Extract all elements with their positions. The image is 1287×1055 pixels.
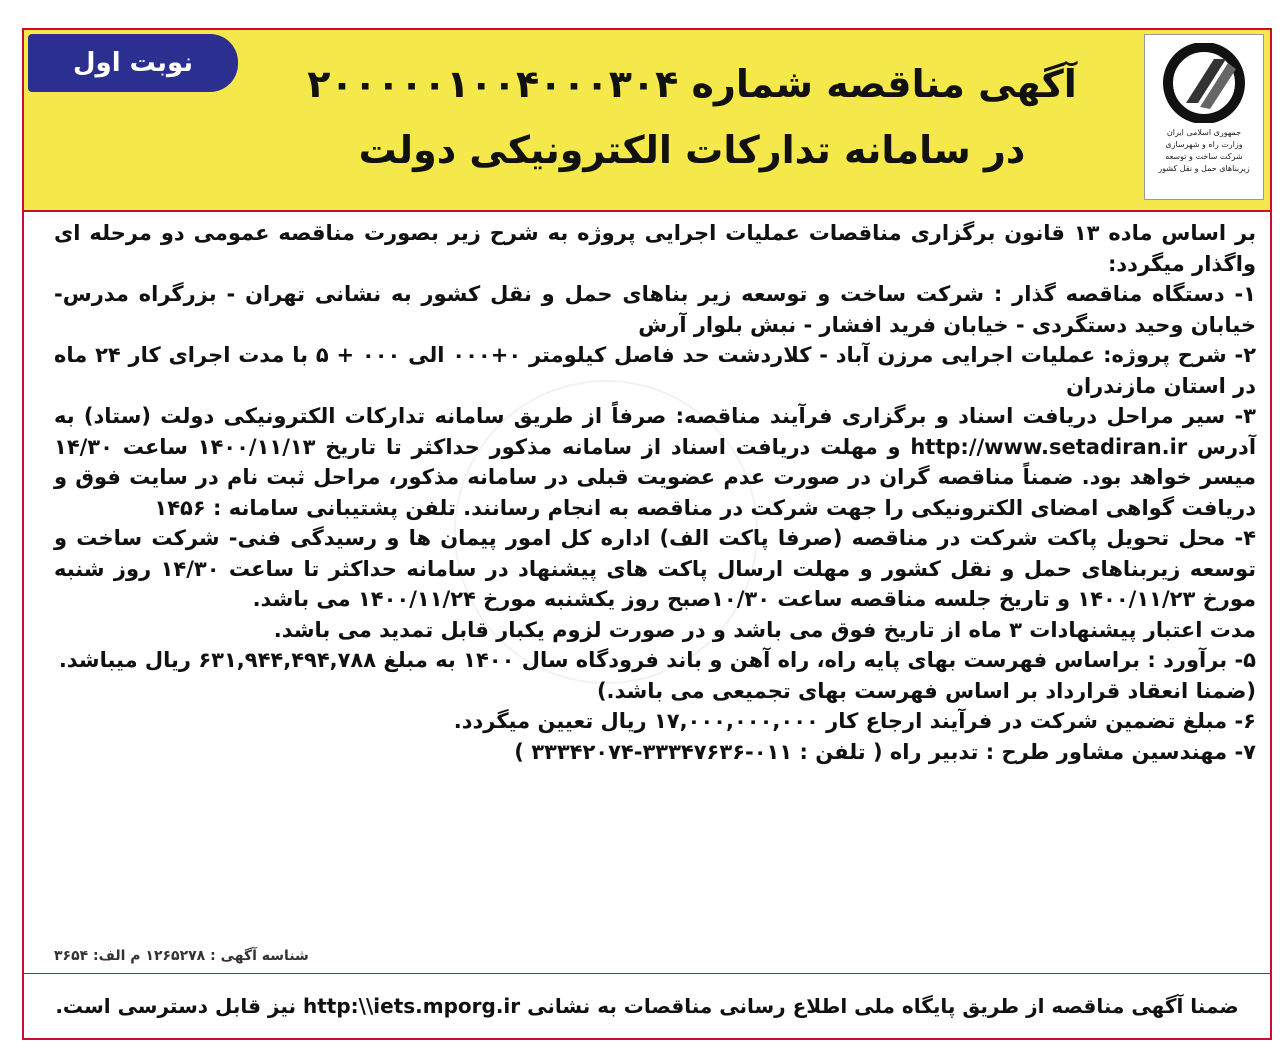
paragraph-5-note: (ضمنا انعقاد قرارداد بر اساس فهرست بهای تجمیعی می باشد.) (596, 678, 1256, 703)
ad-body (54, 218, 1256, 767)
edition-badge: نوبت اول (28, 34, 238, 92)
company-logo (1144, 34, 1264, 200)
paragraph-3-part2: و مهلت دریافت اسناد از سامانه مذکور حداکثر تا تاریخ ۱۴۰۰/۱۱/۱۳ ساعت ۱۴/۳۰ میسر خواهد بود. ضمناً مناقصه گران در صورت عدم عضویت قبلی در سامانه مذکور، مراحل ثبت نام در سایت فوق و دریافت گواهی امضای الکترونیکی را جهت شرکت در مناقصه به انجام رسانند. تلفن پشتیبانی سامانه : ۱۴۵۶ (54, 434, 1256, 520)
logo-line-2: وزارت راه و شهرسازی (1165, 140, 1243, 149)
logo-emblem-icon (1156, 43, 1252, 123)
footer-part2: نیز قابل دسترسی است. (55, 994, 297, 1018)
paragraph-5: ۵- برآورد : براساس فهرست بهای پایه راه، راه آهن و باند فرودگاه سال ۱۴۰۰ به مبلغ ۶۳۱,۹۴۴,۴۹۴,۷۸۸ ریال میباشد. (58, 648, 1256, 672)
ad-sheet (22, 28, 1272, 1040)
logo-line-3: شرکت ساخت و توسعه زیربناهای حمل و نقل کشور (1158, 152, 1250, 173)
logo-line-1: جمهوری اسلامی ایران (1166, 128, 1242, 137)
iets-link[interactable]: http:\\iets.mporg.ir (302, 994, 521, 1018)
footer-part1: ضمنا آگهی مناقصه از طریق پایگاه ملی اطلاع رسانی مناقصات به نشانی (527, 994, 1239, 1018)
ad-header (24, 30, 1270, 212)
ad-subtitle: در سامانه تدارکات الکترونیکی دولت (358, 128, 1026, 172)
paragraph-1: ۱- دستگاه مناقصه گذار : شرکت ساخت و توسعه زیر بناهای حمل و نقل کشور به نشانی تهران - بزرگراه مدرس- خیابان وحید دستگردی - خیابان فرید افشار - نبش بلوار آرش (54, 282, 1256, 337)
paragraph-6: ۶- مبلغ تضمین شرکت در فرآیند ارجاع کار ۱۷,۰۰۰,۰۰۰,۰۰۰ ریال تعیین میگردد. (453, 709, 1256, 733)
ad-title: آگهی مناقصه شماره ۲۰۰۰۰۰۱۰۰۴۰۰۰۳۰۴ (307, 62, 1077, 106)
ad-meta-id: شناسه آگهی : ۱۲۶۵۲۷۸ م الف: ۳۶۵۴ (54, 948, 309, 964)
paragraph-3-part1: ۳- سیر مراحل دریافت اسناد و برگزاری فرآیند مناقصه: صرفاً از طریق سامانه تدارکات الکترونیکی دولت (ستاد) به آدرس (54, 404, 1257, 459)
paragraph-2: ۲- شرح پروژه: عملیات اجرایی مرزن آباد - کلاردشت حد فاصل کیلومتر ۰+۰۰۰ الی ۰۰۰ + ۵ با مدت اجرای کار ۲۴ ماه در استان مازندران (54, 343, 1257, 398)
paragraph-7: ۷- مهندسین مشاور طرح : تدبیر راه ( تلفن : ۰۱۱-۳۳۳۴۷۶۳۶-۳۳۳۴۲۰۷۴ ) (514, 739, 1256, 764)
ad-footer (24, 973, 1270, 1038)
paragraph-3 (54, 401, 1256, 523)
paragraph-4: ۴- محل تحویل پاکت شرکت در مناقصه (صرفا پاکت الف) اداره کل امور پیمان ها و رسیدگی فنی- شرکت ساخت و توسعه زیربناهای حمل و نقل کشور و مهلت ارسال پاکت های پیشنهاد در سامانه حداکثر تا ساعت ۱۴/۳۰ روز شنبه مورخ ۱۴۰۰/۱۱/۲۳ و تاریخ جلسه مناقصه ساعت ۱۰/۳۰صبح روز یکشنبه مورخ ۱۴۰۰/۱۱/۲۴ می باشد. (54, 526, 1257, 611)
paragraph-intro: بر اساس ماده ۱۳ قانون برگزاری مناقصات عملیات اجرایی پروژه به شرح زیر بصورت مناقصه عمومی دو مرحله ای واگذار میگردد: (54, 221, 1256, 276)
setad-link[interactable]: http://www.setadiran.ir (910, 434, 1188, 459)
paragraph-validity: مدت اعتبار پیشنهادات ۳ ماه از تاریخ فوق می باشد و در صورت لزوم یکبار قابل تمدید می باشد. (273, 617, 1256, 642)
